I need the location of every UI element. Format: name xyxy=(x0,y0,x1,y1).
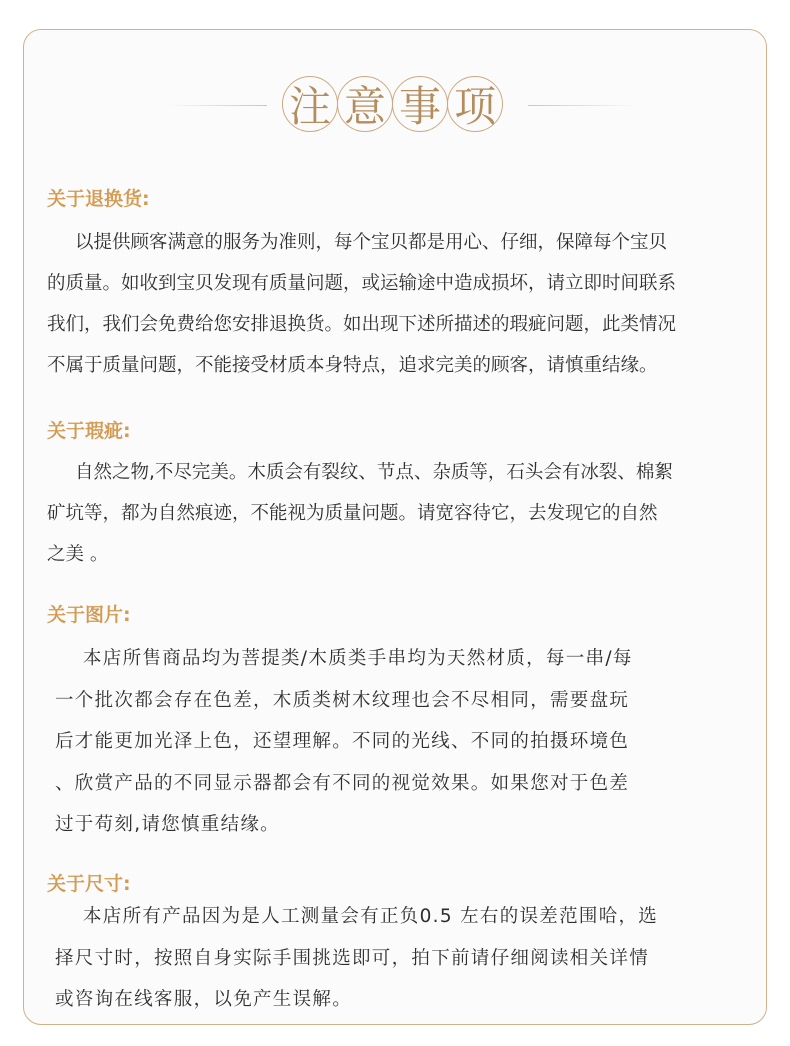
title-char-2: 意 xyxy=(337,76,393,132)
section-body-returns xyxy=(47,222,737,386)
title-divider-left xyxy=(167,105,267,106)
section-heading-pictures: 关于图片: xyxy=(47,604,131,626)
section-body-pictures xyxy=(55,638,745,846)
page-title xyxy=(0,76,790,138)
section-body-flaws xyxy=(47,452,737,575)
paragraph-line: 择尺寸时，按照自身实际手围挑选即可，拍下前请仔细阅读相关详情 xyxy=(55,947,650,969)
title-characters xyxy=(282,76,502,132)
paragraph-line: 本店所有产品因为是人工测量会有正负0.5 左右的误差范围哈，选 xyxy=(83,906,659,927)
section-heading-size: 关于尺寸: xyxy=(47,873,131,895)
section-heading-returns: 关于退换货: xyxy=(47,188,150,210)
paragraph-line: 或咨询在线客服，以免产生误解。 xyxy=(55,989,353,1010)
title-char-4: 项 xyxy=(447,76,503,132)
paragraph-line: 矿坑等，都为自然痕迹，不能视为质量问题。请宽容待它，去发现它的自然 xyxy=(47,503,658,524)
paragraph-line: 之美 。 xyxy=(47,544,109,565)
paragraph-line: 后才能更加光泽上色，还望理解。不同的光线、不同的拍摄环境色 xyxy=(55,731,630,752)
paragraph-line: 以提供顾客满意的服务为准则，每个宝贝都是用心、仔细，保障每个宝贝 xyxy=(75,232,668,253)
section-body-size xyxy=(55,896,745,1021)
title-char-3: 事 xyxy=(392,76,448,132)
paragraph-line: 自然之物,不尽完美。木质会有裂纹、节点、杂质等，石头会有冰裂、棉絮 xyxy=(75,462,673,483)
section-heading-flaws: 关于瑕疵: xyxy=(47,420,131,442)
paragraph-line: 的质量。如收到宝贝发现有质量问题，或运输途中造成损坏，请立即时间联系 xyxy=(47,273,677,294)
paragraph-line: 本店所售商品均为菩提类/木质类手串均为天然材质，每一串/每 xyxy=(83,648,633,669)
paragraph-line: 一个批次都会存在色差，木质类树木纹理也会不尽相同，需要盘玩 xyxy=(55,689,630,711)
title-char-1: 注 xyxy=(282,76,338,132)
paragraph-line: 、欣赏产品的不同显示器都会有不同的视觉效果。如果您对于色差 xyxy=(55,772,630,794)
paragraph-line: 我们，我们会免费给您安排退换货。如出现下述所描述的瑕疵问题，此类情况 xyxy=(47,314,677,335)
paragraph-line: 不属于质量问题，不能接受材质本身特点，追求完美的顾客，请慎重结缘。 xyxy=(47,355,658,376)
title-divider-right xyxy=(528,105,638,106)
paragraph-line: 过于苟刻,请您慎重结缘。 xyxy=(55,814,280,835)
